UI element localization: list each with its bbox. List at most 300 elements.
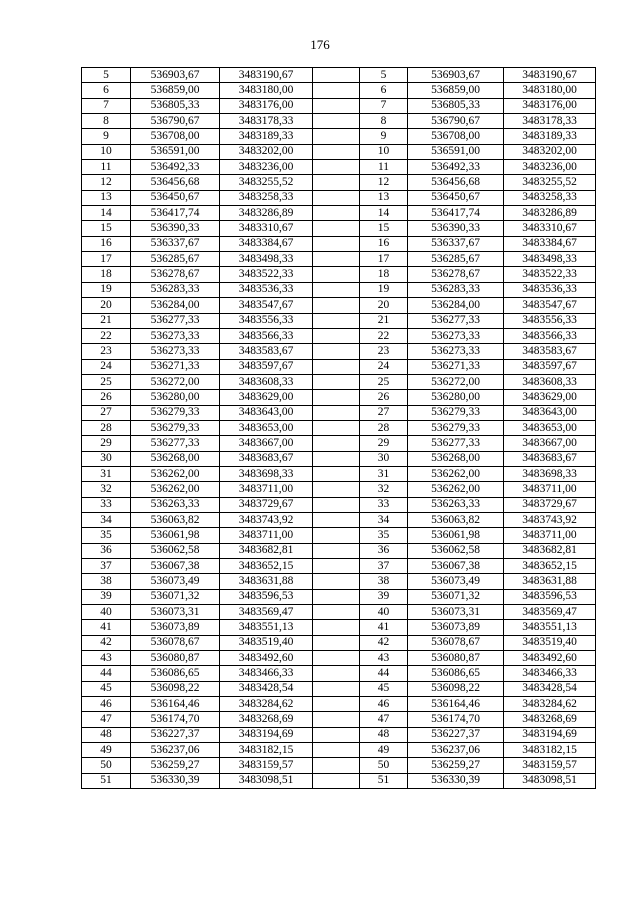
table-row (82, 589, 596, 604)
gap-cell (313, 359, 360, 374)
left-x-coordinate-cell: 536067,38 (131, 559, 220, 574)
right-x-coordinate-cell: 536277,33 (408, 313, 504, 328)
table-row (82, 420, 596, 435)
left-y-coordinate-cell: 3483596,53 (220, 589, 313, 604)
left-y-coordinate-cell: 3483519,40 (220, 635, 313, 650)
left-point-number-cell: 46 (82, 697, 131, 712)
left-y-coordinate-cell: 3483597,67 (220, 359, 313, 374)
table-row (82, 374, 596, 389)
right-point-number-cell: 24 (360, 359, 408, 374)
table-row (82, 543, 596, 558)
left-x-coordinate-cell: 536098,22 (131, 681, 220, 696)
right-x-coordinate-cell: 536174,70 (408, 712, 504, 727)
right-y-coordinate-cell: 3483631,88 (504, 574, 596, 589)
right-point-number-cell: 17 (360, 252, 408, 267)
right-y-coordinate-cell: 3483268,69 (504, 712, 596, 727)
gap-cell (313, 436, 360, 451)
left-y-coordinate-cell: 3483268,69 (220, 712, 313, 727)
right-x-coordinate-cell: 536492,33 (408, 160, 504, 175)
gap-cell (313, 190, 360, 205)
left-x-coordinate-cell: 536330,39 (131, 773, 220, 788)
gap-cell (313, 252, 360, 267)
table-row (82, 344, 596, 359)
gap-cell (313, 129, 360, 144)
right-y-coordinate-cell: 3483698,33 (504, 466, 596, 481)
gap-cell (313, 313, 360, 328)
right-y-coordinate-cell: 3483258,33 (504, 190, 596, 205)
right-x-coordinate-cell: 536262,00 (408, 482, 504, 497)
left-x-coordinate-cell: 536268,00 (131, 451, 220, 466)
left-y-coordinate-cell: 3483178,33 (220, 114, 313, 129)
right-y-coordinate-cell: 3483310,67 (504, 221, 596, 236)
right-x-coordinate-cell: 536259,27 (408, 758, 504, 773)
gap-cell (313, 344, 360, 359)
right-point-number-cell: 31 (360, 466, 408, 481)
right-x-coordinate-cell: 536271,33 (408, 359, 504, 374)
table-row (82, 175, 596, 190)
right-x-coordinate-cell: 536279,33 (408, 420, 504, 435)
table-row (82, 743, 596, 758)
right-point-number-cell: 47 (360, 712, 408, 727)
right-y-coordinate-cell: 3483466,33 (504, 666, 596, 681)
table-row (82, 190, 596, 205)
right-y-coordinate-cell: 3483682,81 (504, 543, 596, 558)
right-x-coordinate-cell: 536337,67 (408, 236, 504, 251)
left-y-coordinate-cell: 3483729,67 (220, 497, 313, 512)
gap-cell (313, 620, 360, 635)
left-x-coordinate-cell: 536790,67 (131, 114, 220, 129)
right-x-coordinate-cell: 536591,00 (408, 144, 504, 159)
right-point-number-cell: 44 (360, 666, 408, 681)
left-point-number-cell: 47 (82, 712, 131, 727)
right-point-number-cell: 41 (360, 620, 408, 635)
right-point-number-cell: 13 (360, 190, 408, 205)
left-x-coordinate-cell: 536061,98 (131, 528, 220, 543)
left-x-coordinate-cell: 536280,00 (131, 390, 220, 405)
left-point-number-cell: 12 (82, 175, 131, 190)
gap-cell (313, 405, 360, 420)
right-point-number-cell: 14 (360, 206, 408, 221)
right-x-coordinate-cell: 536272,00 (408, 374, 504, 389)
left-y-coordinate-cell: 3483667,00 (220, 436, 313, 451)
left-y-coordinate-cell: 3483569,47 (220, 605, 313, 620)
left-point-number-cell: 21 (82, 313, 131, 328)
left-y-coordinate-cell: 3483098,51 (220, 773, 313, 788)
right-y-coordinate-cell: 3483384,67 (504, 236, 596, 251)
left-point-number-cell: 19 (82, 282, 131, 297)
right-y-coordinate-cell: 3483729,67 (504, 497, 596, 512)
left-point-number-cell: 16 (82, 236, 131, 251)
table-row (82, 712, 596, 727)
gap-cell (313, 589, 360, 604)
left-point-number-cell: 22 (82, 328, 131, 343)
left-y-coordinate-cell: 3483683,67 (220, 451, 313, 466)
right-y-coordinate-cell: 3483743,92 (504, 512, 596, 527)
left-y-coordinate-cell: 3483180,00 (220, 83, 313, 98)
table-row (82, 466, 596, 481)
left-y-coordinate-cell: 3483498,33 (220, 252, 313, 267)
right-y-coordinate-cell: 3483653,00 (504, 420, 596, 435)
right-y-coordinate-cell: 3483608,33 (504, 374, 596, 389)
right-y-coordinate-cell: 3483492,60 (504, 651, 596, 666)
table-row (82, 451, 596, 466)
left-x-coordinate-cell: 536272,00 (131, 374, 220, 389)
gap-cell (313, 68, 360, 83)
right-point-number-cell: 49 (360, 743, 408, 758)
gap-cell (313, 681, 360, 696)
gap-cell (313, 114, 360, 129)
left-point-number-cell: 10 (82, 144, 131, 159)
table-row (82, 98, 596, 113)
right-point-number-cell: 15 (360, 221, 408, 236)
left-y-coordinate-cell: 3483653,00 (220, 420, 313, 435)
table-row (82, 436, 596, 451)
left-x-coordinate-cell: 536708,00 (131, 129, 220, 144)
left-y-coordinate-cell: 3483189,33 (220, 129, 313, 144)
right-y-coordinate-cell: 3483711,00 (504, 528, 596, 543)
gap-cell (313, 267, 360, 282)
table-row (82, 620, 596, 635)
table-row (82, 482, 596, 497)
right-point-number-cell: 34 (360, 512, 408, 527)
left-point-number-cell: 26 (82, 390, 131, 405)
table-row (82, 605, 596, 620)
right-x-coordinate-cell: 536273,33 (408, 328, 504, 343)
right-x-coordinate-cell: 536073,31 (408, 605, 504, 620)
right-x-coordinate-cell: 536279,33 (408, 405, 504, 420)
right-y-coordinate-cell: 3483569,47 (504, 605, 596, 620)
right-x-coordinate-cell: 536330,39 (408, 773, 504, 788)
left-point-number-cell: 6 (82, 83, 131, 98)
left-x-coordinate-cell: 536337,67 (131, 236, 220, 251)
gap-cell (313, 451, 360, 466)
right-x-coordinate-cell: 536273,33 (408, 344, 504, 359)
table-row (82, 114, 596, 129)
right-point-number-cell: 50 (360, 758, 408, 773)
gap-cell (313, 282, 360, 297)
left-y-coordinate-cell: 3483286,89 (220, 206, 313, 221)
right-x-coordinate-cell: 536790,67 (408, 114, 504, 129)
right-point-number-cell: 18 (360, 267, 408, 282)
gap-cell (313, 390, 360, 405)
gap-cell (313, 298, 360, 313)
right-x-coordinate-cell: 536067,38 (408, 559, 504, 574)
table-row (82, 666, 596, 681)
left-y-coordinate-cell: 3483466,33 (220, 666, 313, 681)
gap-cell (313, 727, 360, 742)
right-x-coordinate-cell: 536805,33 (408, 98, 504, 113)
right-y-coordinate-cell: 3483629,00 (504, 390, 596, 405)
left-x-coordinate-cell: 536063,82 (131, 512, 220, 527)
left-x-coordinate-cell: 536263,33 (131, 497, 220, 512)
left-y-coordinate-cell: 3483551,13 (220, 620, 313, 635)
right-x-coordinate-cell: 536078,67 (408, 635, 504, 650)
right-point-number-cell: 21 (360, 313, 408, 328)
left-point-number-cell: 7 (82, 98, 131, 113)
right-x-coordinate-cell: 536390,33 (408, 221, 504, 236)
table-row (82, 773, 596, 788)
left-x-coordinate-cell: 536450,67 (131, 190, 220, 205)
right-x-coordinate-cell: 536262,00 (408, 466, 504, 481)
right-point-number-cell: 26 (360, 390, 408, 405)
right-y-coordinate-cell: 3483202,00 (504, 144, 596, 159)
left-y-coordinate-cell: 3483566,33 (220, 328, 313, 343)
right-x-coordinate-cell: 536278,67 (408, 267, 504, 282)
left-x-coordinate-cell: 536080,87 (131, 651, 220, 666)
right-x-coordinate-cell: 536263,33 (408, 497, 504, 512)
left-y-coordinate-cell: 3483236,00 (220, 160, 313, 175)
left-y-coordinate-cell: 3483547,67 (220, 298, 313, 313)
left-y-coordinate-cell: 3483190,67 (220, 68, 313, 83)
left-x-coordinate-cell: 536073,89 (131, 620, 220, 635)
left-y-coordinate-cell: 3483711,00 (220, 528, 313, 543)
left-x-coordinate-cell: 536903,67 (131, 68, 220, 83)
right-y-coordinate-cell: 3483683,67 (504, 451, 596, 466)
left-x-coordinate-cell: 536273,33 (131, 344, 220, 359)
right-y-coordinate-cell: 3483180,00 (504, 83, 596, 98)
right-y-coordinate-cell: 3483255,52 (504, 175, 596, 190)
right-point-number-cell: 42 (360, 635, 408, 650)
right-point-number-cell: 33 (360, 497, 408, 512)
table-row (82, 559, 596, 574)
table-row (82, 390, 596, 405)
gap-cell (313, 497, 360, 512)
left-point-number-cell: 27 (82, 405, 131, 420)
table-row (82, 206, 596, 221)
right-x-coordinate-cell: 536268,00 (408, 451, 504, 466)
table-row (82, 328, 596, 343)
left-point-number-cell: 38 (82, 574, 131, 589)
left-x-coordinate-cell: 536390,33 (131, 221, 220, 236)
table-row (82, 635, 596, 650)
gap-cell (313, 160, 360, 175)
right-point-number-cell: 10 (360, 144, 408, 159)
gap-cell (313, 605, 360, 620)
left-x-coordinate-cell: 536859,00 (131, 83, 220, 98)
left-x-coordinate-cell: 536277,33 (131, 436, 220, 451)
left-y-coordinate-cell: 3483556,33 (220, 313, 313, 328)
gap-cell (313, 651, 360, 666)
right-y-coordinate-cell: 3483536,33 (504, 282, 596, 297)
right-point-number-cell: 38 (360, 574, 408, 589)
right-x-coordinate-cell: 536062,58 (408, 543, 504, 558)
left-y-coordinate-cell: 3483698,33 (220, 466, 313, 481)
left-point-number-cell: 17 (82, 252, 131, 267)
table-row (82, 129, 596, 144)
table-row (82, 83, 596, 98)
table-row (82, 574, 596, 589)
right-y-coordinate-cell: 3483566,33 (504, 328, 596, 343)
left-point-number-cell: 14 (82, 206, 131, 221)
left-y-coordinate-cell: 3483583,67 (220, 344, 313, 359)
gap-cell (313, 175, 360, 190)
right-x-coordinate-cell: 536098,22 (408, 681, 504, 696)
page-number: 176 (310, 37, 330, 52)
right-x-coordinate-cell: 536227,37 (408, 727, 504, 742)
left-point-number-cell: 50 (82, 758, 131, 773)
left-x-coordinate-cell: 536285,67 (131, 252, 220, 267)
left-point-number-cell: 9 (82, 129, 131, 144)
right-y-coordinate-cell: 3483556,33 (504, 313, 596, 328)
right-point-number-cell: 29 (360, 436, 408, 451)
left-x-coordinate-cell: 536237,06 (131, 743, 220, 758)
left-x-coordinate-cell: 536277,33 (131, 313, 220, 328)
left-y-coordinate-cell: 3483384,67 (220, 236, 313, 251)
right-y-coordinate-cell: 3483176,00 (504, 98, 596, 113)
right-y-coordinate-cell: 3483189,33 (504, 129, 596, 144)
gap-cell (313, 98, 360, 113)
left-y-coordinate-cell: 3483631,88 (220, 574, 313, 589)
right-point-number-cell: 7 (360, 98, 408, 113)
left-point-number-cell: 28 (82, 420, 131, 435)
right-y-coordinate-cell: 3483522,33 (504, 267, 596, 282)
gap-cell (313, 512, 360, 527)
left-point-number-cell: 5 (82, 68, 131, 83)
left-y-coordinate-cell: 3483310,67 (220, 221, 313, 236)
table-row (82, 252, 596, 267)
left-point-number-cell: 25 (82, 374, 131, 389)
gap-cell (313, 466, 360, 481)
gap-cell (313, 482, 360, 497)
right-point-number-cell: 11 (360, 160, 408, 175)
left-point-number-cell: 42 (82, 635, 131, 650)
left-x-coordinate-cell: 536071,32 (131, 589, 220, 604)
gap-cell (313, 574, 360, 589)
left-point-number-cell: 48 (82, 727, 131, 742)
left-x-coordinate-cell: 536227,37 (131, 727, 220, 742)
left-y-coordinate-cell: 3483652,15 (220, 559, 313, 574)
left-point-number-cell: 24 (82, 359, 131, 374)
right-point-number-cell: 16 (360, 236, 408, 251)
left-x-coordinate-cell: 536417,74 (131, 206, 220, 221)
right-y-coordinate-cell: 3483284,62 (504, 697, 596, 712)
table-row (82, 313, 596, 328)
right-point-number-cell: 30 (360, 451, 408, 466)
right-x-coordinate-cell: 536283,33 (408, 282, 504, 297)
right-point-number-cell: 28 (360, 420, 408, 435)
left-x-coordinate-cell: 536271,33 (131, 359, 220, 374)
table-row (82, 512, 596, 527)
right-y-coordinate-cell: 3483236,00 (504, 160, 596, 175)
gap-cell (313, 543, 360, 558)
left-x-coordinate-cell: 536174,70 (131, 712, 220, 727)
right-point-number-cell: 40 (360, 605, 408, 620)
left-x-coordinate-cell: 536073,49 (131, 574, 220, 589)
left-x-coordinate-cell: 536591,00 (131, 144, 220, 159)
left-point-number-cell: 40 (82, 605, 131, 620)
left-x-coordinate-cell: 536492,33 (131, 160, 220, 175)
right-y-coordinate-cell: 3483190,67 (504, 68, 596, 83)
gap-cell (313, 420, 360, 435)
left-y-coordinate-cell: 3483743,92 (220, 512, 313, 527)
table-row (82, 236, 596, 251)
right-point-number-cell: 20 (360, 298, 408, 313)
gap-cell (313, 206, 360, 221)
right-y-coordinate-cell: 3483519,40 (504, 635, 596, 650)
right-point-number-cell: 46 (360, 697, 408, 712)
right-point-number-cell: 22 (360, 328, 408, 343)
left-point-number-cell: 31 (82, 466, 131, 481)
left-point-number-cell: 49 (82, 743, 131, 758)
right-point-number-cell: 19 (360, 282, 408, 297)
left-y-coordinate-cell: 3483682,81 (220, 543, 313, 558)
right-x-coordinate-cell: 536708,00 (408, 129, 504, 144)
left-point-number-cell: 29 (82, 436, 131, 451)
left-x-coordinate-cell: 536073,31 (131, 605, 220, 620)
left-point-number-cell: 37 (82, 559, 131, 574)
left-x-coordinate-cell: 536805,33 (131, 98, 220, 113)
right-point-number-cell: 6 (360, 83, 408, 98)
right-x-coordinate-cell: 536063,82 (408, 512, 504, 527)
left-x-coordinate-cell: 536279,33 (131, 420, 220, 435)
right-point-number-cell: 37 (360, 559, 408, 574)
table-row (82, 144, 596, 159)
right-point-number-cell: 27 (360, 405, 408, 420)
right-y-coordinate-cell: 3483583,67 (504, 344, 596, 359)
left-point-number-cell: 13 (82, 190, 131, 205)
left-point-number-cell: 33 (82, 497, 131, 512)
left-x-coordinate-cell: 536262,00 (131, 466, 220, 481)
right-y-coordinate-cell: 3483098,51 (504, 773, 596, 788)
right-y-coordinate-cell: 3483498,33 (504, 252, 596, 267)
left-y-coordinate-cell: 3483643,00 (220, 405, 313, 420)
right-x-coordinate-cell: 536285,67 (408, 252, 504, 267)
right-point-number-cell: 5 (360, 68, 408, 83)
gap-cell (313, 374, 360, 389)
left-point-number-cell: 51 (82, 773, 131, 788)
right-point-number-cell: 25 (360, 374, 408, 389)
left-y-coordinate-cell: 3483711,00 (220, 482, 313, 497)
left-y-coordinate-cell: 3483194,69 (220, 727, 313, 742)
right-point-number-cell: 32 (360, 482, 408, 497)
left-point-number-cell: 41 (82, 620, 131, 635)
left-y-coordinate-cell: 3483608,33 (220, 374, 313, 389)
table-row (82, 497, 596, 512)
gap-cell (313, 328, 360, 343)
left-y-coordinate-cell: 3483536,33 (220, 282, 313, 297)
left-point-number-cell: 32 (82, 482, 131, 497)
table-row (82, 160, 596, 175)
left-y-coordinate-cell: 3483255,52 (220, 175, 313, 190)
left-point-number-cell: 45 (82, 681, 131, 696)
right-x-coordinate-cell: 536456,68 (408, 175, 504, 190)
table-row (82, 221, 596, 236)
right-point-number-cell: 35 (360, 528, 408, 543)
right-x-coordinate-cell: 536086,65 (408, 666, 504, 681)
table-row (82, 298, 596, 313)
left-y-coordinate-cell: 3483202,00 (220, 144, 313, 159)
right-y-coordinate-cell: 3483711,00 (504, 482, 596, 497)
table-row (82, 267, 596, 282)
left-y-coordinate-cell: 3483428,54 (220, 681, 313, 696)
right-y-coordinate-cell: 3483643,00 (504, 405, 596, 420)
right-x-coordinate-cell: 536164,46 (408, 697, 504, 712)
left-point-number-cell: 35 (82, 528, 131, 543)
right-x-coordinate-cell: 536277,33 (408, 436, 504, 451)
right-y-coordinate-cell: 3483159,57 (504, 758, 596, 773)
left-x-coordinate-cell: 536284,00 (131, 298, 220, 313)
coordinates-table-body (82, 68, 596, 789)
left-x-coordinate-cell: 536086,65 (131, 666, 220, 681)
left-y-coordinate-cell: 3483176,00 (220, 98, 313, 113)
table-row (82, 528, 596, 543)
left-x-coordinate-cell: 536278,67 (131, 267, 220, 282)
right-y-coordinate-cell: 3483194,69 (504, 727, 596, 742)
right-y-coordinate-cell: 3483667,00 (504, 436, 596, 451)
gap-cell (313, 773, 360, 788)
right-point-number-cell: 8 (360, 114, 408, 129)
right-y-coordinate-cell: 3483547,67 (504, 298, 596, 313)
